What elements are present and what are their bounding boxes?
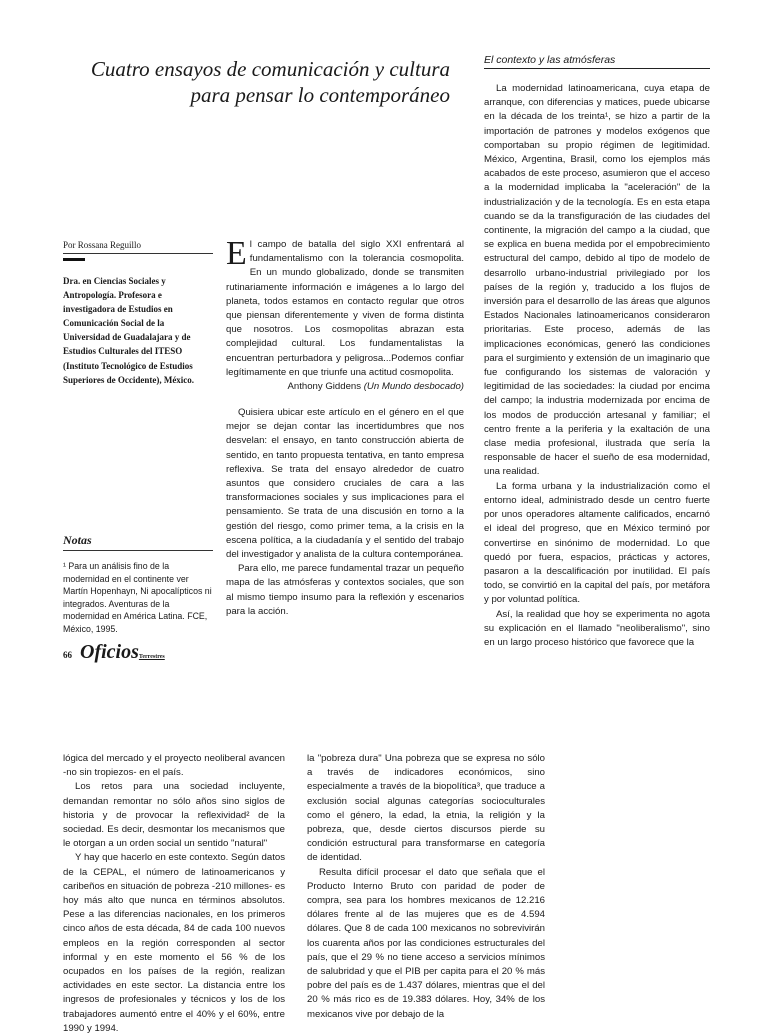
middle-column [226,406,464,619]
right-paragraph-2: La forma urbana y la industrialización como el entorno ideal, administrado desde un centro fuerte por unos operadores altamente calificados, encarnó el ideal del progreso, que en México terminó por convertirse en sinónimo de modernidad. Lo que quedó por fuera, espacios, prácticas y actores, pasaron a la descalificación por inutilidad. El país todo, se convirtió en la capital del país, por metáfora y por voluntad política. [484,480,710,606]
right-paragraph-1: La modernidad latinoamericana, cuya etapa de arranque, con diferencias y matices, puede ubicarse en la década de los treinta¹, se hizo a partir de la importación de patrones y modelos exógenos que comportaban su propio régimen de legitimidad. México, Argentina, Brasil, como los ejemplos más acabados de este proceso, asumieron que el acceso a la modernidad implicaba la "aceleración" de la industrialización y de la tecnología. Es en esta etapa cuando se da la transfiguración de las ciudades del continente, la migración del campo a la ciudad, que se explica en buena medida por el empobrecimiento estructural del campo, debido al tipo de modelo de desarrollo urbano-industrial privilegiado por los países de la región y, traducido a los flujos de inversión para el desarrollo de las áreas que algunos Estados Nacionales latinoamericanos consideraron prioritarias. Este proceso, además de las implicaciones económicas, generó las condiciones para el surgimiento y extensión de un imaginario que fue configurando los sistemas de valoración y legitimidad de las sociedades: la ciudad por encima del campo; la industria modernizada por encima de los modos de producción artesanal y familiar; el centro frente a la periferia y la exaltación de una clase media profesional, ilustrada que sería la responsable de hacer el sueño de esa modernidad, una realidad. [484,83,710,478]
epigraph-text: l campo de batalla del siglo XXI enfrentará al fundamentalismo con la tolerancia cosmopolita. En un mundo globalizado, donde se transmiten rutinariamente información e imágenes a lo largo del planeta, todos estamos en contacto regular que otros que piensan diferentemente y viven de forma distinta que nosotros. Los cosmopolitas abrazan esta complejidad cultural. Los fundamentalistas la encuentran perturbadora y peligrosa...Podemos confiar legítimamente en que triunfe una actitud cosmopolita. [226,239,464,378]
page-number: 66 [63,650,72,660]
author-bio: Dra. en Ciencias Sociales y Antropología. Profesora e investigadora de Estudios en Comunicación Social de la Universidad de Guadalajara y de Estudios Culturales del ITESO (Instituto Tecnológico de Estudios Superiores de Occidente), México. [63,276,195,385]
notes-heading: Notas [63,533,213,551]
article-title [60,56,450,108]
page-footer [63,641,165,664]
page2-left-paragraph-3: Y hay que hacerlo en este contexto. Según datos de la CEPAL, el número de latinoamericanos y caribeños en situación de pobreza -210 millones- es hoy más alto que nunca en términos absolutos. Pese a las diferencias nacionales, en los primeros cinco años de esta década, 84 de cada 100 nuevos empleos en la región corresponden al sector informal y en este momento el 56 % de los ocupados en los países de la región, realizan actividades en este sector. La distancia entre los ingresos de profesionales y técnicos y los de los trabajadores aumentó entre el 40% y el 60%, entre 1990 y 1994. [63,852,285,1034]
middle-paragraph-2: Para ello, me parece fundamental trazar un pequeño mapa de las atmósferas y contextos sociales, que son al mismo tiempo insumo para la reflexión y escenarios para la acción. [226,563,464,617]
page2-right-column [307,752,545,1022]
page2-left-paragraph-1: lógica del mercado y el proyecto neoliberal avancen -no sin tropiezos- en el país. [63,753,285,779]
article-title-line-2: para pensar lo contemporáneo [190,83,450,107]
right-paragraph-3: Así, la realidad que hoy se experimenta no agota su explicación en el llamado "neoliberalismo", sino en un largo proceso histórico que favorece que la [484,608,710,648]
epigraph-attribution [226,380,464,394]
epigraph-author: Anthony Giddens [287,381,362,393]
middle-paragraph-1: Quisiera ubicar este artículo en el género en el que mejor se dejan contar las incertidumbres que nos desvelan: el ensayo, en tanto construcción abierta de sentido, en tanto propuesta tentativa, en tanto empresa reflexiva. Se trata del ensayo alrededor de cuatro asuntos que considero cruciales de cara a las transformaciones sociales y sus implicaciones para el pensamiento. Se trata de una discusión en torno a la gestión del riesgo, como primer tema, a la crisis en la escena política, a la ciudadanía y el sentido del trabajo del investigador y analista de la cultura contemporánea. [226,407,464,561]
page2-right-paragraph-1: la "pobreza dura" Una pobreza que se expresa no sólo a través de indicadores económicos, sino especialmente a través de la biopolítica³, que traduce a exclusión social algunas categorías socioculturales como el género, la edad, la etnia, la religión y la pobreza, que, desde ciertos discursos pierde su condición estructural para transformarse en categoría de identidad. [307,753,545,864]
right-column [484,82,710,650]
brand-logo-sub: Terrestres [138,654,165,660]
epigraph-dropcap: E [226,235,247,272]
author-byline: Por Rossana Reguillo [63,240,213,254]
page2-left-column [63,752,285,1036]
author-rule [63,258,85,261]
brand-logo: Oficios [80,641,139,663]
epigraph [226,235,464,394]
page2-left-paragraph-2: Los retos para una sociedad incluyente, demandan remontar no sólo años sino siglos de historia y de provocar la reflexividad² de la sociedad. Es decir, desmontar los mecanismos que le otorgan a un orden social un sentido "natural" [63,781,285,850]
footnote-1: ¹ Para un análisis fino de la modernidad en el continente ver Martín Hopenhayn, Ni apocalípticos ni integrados. Aventuras de la modernidad en América Latina. FCE, México, 1995. [63,561,212,634]
article-title-line-1: Cuatro ensayos de comunicación y cultura [90,57,450,81]
page2-right-paragraph-2: Resulta difícil procesar el dato que señala que el Producto Interno Bruto con paridad de poder de compra, sea para los hombres mexicanos de 12.216 dólares frente al de las mujeres que es de 4.594 dólares. Que 8 de cada 100 mexicanos no sobrevivirán los cuarenta años por las condiciones estructurales del país, que el 29 % no tiene acceso a servicios mínimos de salubridad y que el PIB per capita para el 20 % más pobre del país es de 1.437 dólares, mientras que el del 20 % más rico es de 19.383 dólares. Hoy, 34% de los mexicanos vive por debajo de la [307,866,545,1020]
section-heading: El contexto y las atmósferas [484,54,710,69]
epigraph-source: (Un Mundo desbocado) [363,381,464,393]
